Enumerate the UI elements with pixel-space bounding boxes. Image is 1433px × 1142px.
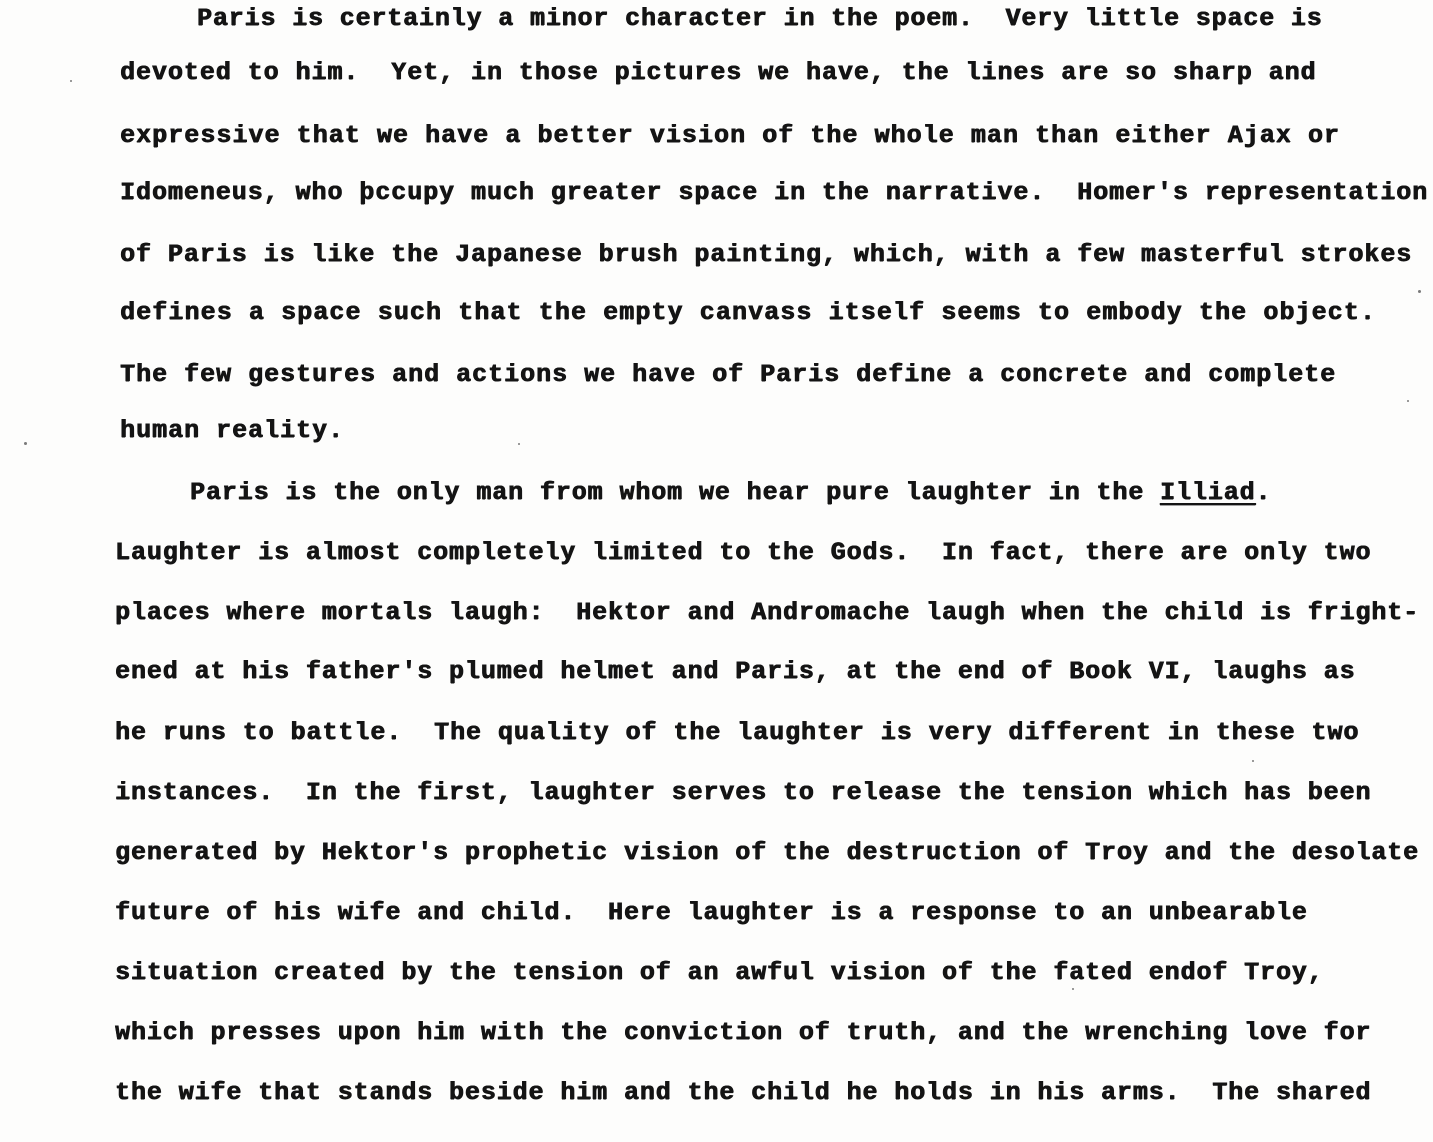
- text-line: he runs to battle. The quality of the laughter is very different in these two: [115, 718, 1360, 747]
- scan-speck: [518, 443, 520, 445]
- text-line: future of his wife and child. Here laughter is a response to an unbearable: [115, 898, 1308, 927]
- scan-speck: [1407, 400, 1409, 402]
- text-line: [190, 478, 1271, 508]
- text-line-lead: Paris is the only man from whom we hear pure laughter in the: [190, 478, 1161, 507]
- text-line: of Paris is like the Japanese brush painting, which, with a few masterful strokes: [120, 240, 1413, 269]
- text-line: The few gestures and actions we have of Paris define a concrete and complete: [120, 360, 1337, 389]
- text-line: situation created by the tension of an awful vision of the fated endof Troy,: [115, 958, 1324, 987]
- scan-speck: [1072, 988, 1074, 990]
- scan-speck: [70, 80, 72, 82]
- text-line: which presses upon him with the conviction of truth, and the wrenching love for: [115, 1018, 1372, 1047]
- scan-speck: [1252, 760, 1254, 762]
- text-line: defines a space such that the empty canvass itself seems to embody the object.: [120, 298, 1376, 327]
- text-line: Laughter is almost completely limited to the Gods. In fact, there are only two: [115, 538, 1372, 567]
- text-line-end: .: [1255, 478, 1272, 507]
- text-line: human reality.: [120, 416, 345, 445]
- text-line: Idomeneus, who þccupy much greater space in the narrative. Homer's representation: [120, 178, 1429, 207]
- book-title: Illiad: [1160, 478, 1256, 507]
- scan-speck: [24, 442, 27, 445]
- text-line: places where mortals laugh: Hektor and Andromache laugh when the child is fright-: [115, 598, 1419, 627]
- text-line: Paris is certainly a minor character in the poem. Very little space is: [197, 4, 1323, 33]
- text-line: ened at his father's plumed helmet and Paris, at the end of Book VI, laughs as: [115, 657, 1356, 686]
- text-line: devoted to him. Yet, in those pictures we have, the lines are so sharp and: [120, 58, 1317, 87]
- text-line: expressive that we have a better vision of the whole man than either Ajax or: [120, 121, 1340, 150]
- text-line: the wife that stands beside him and the child he holds in his arms. The shared: [115, 1078, 1372, 1107]
- scan-speck: [1418, 290, 1421, 293]
- text-line: generated by Hektor's prophetic vision of the destruction of Troy and the desolate: [115, 838, 1419, 867]
- text-line: instances. In the first, laughter serves to release the tension which has been: [115, 778, 1372, 807]
